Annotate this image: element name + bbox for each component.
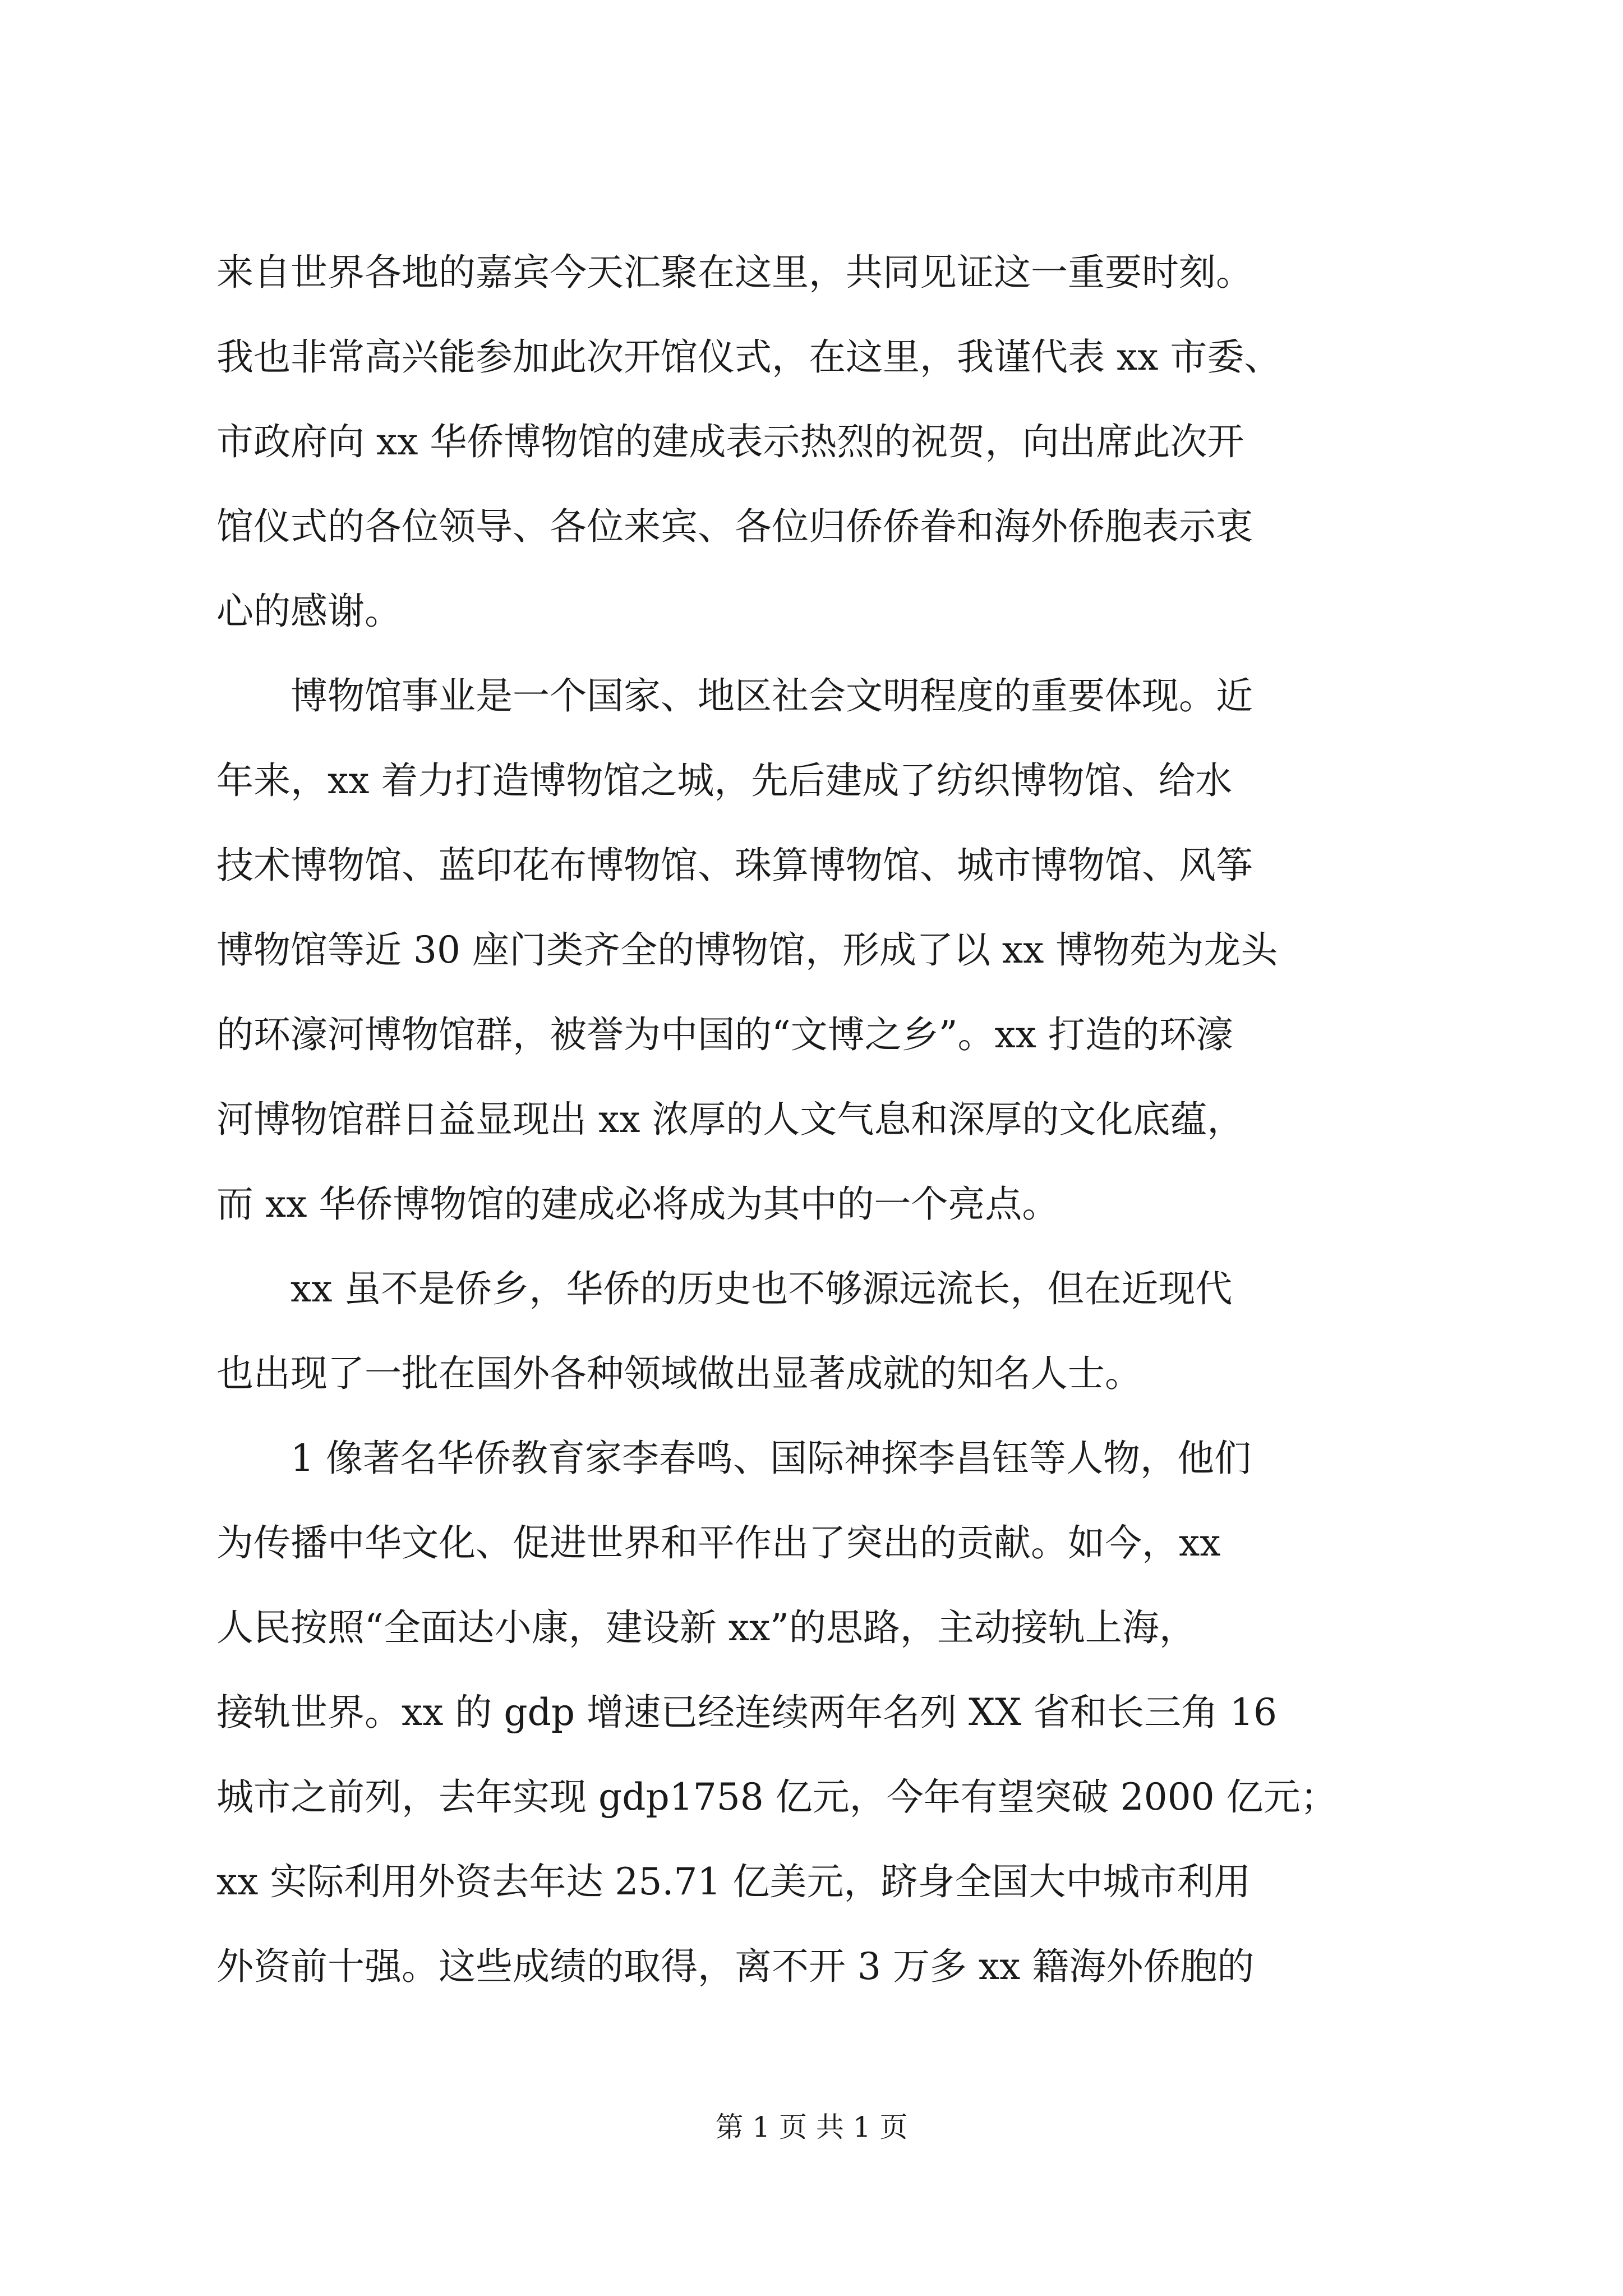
text-line: 技术博物馆、蓝印花布博物馆、珠算博物馆、城市博物馆、风筝 xyxy=(216,844,1253,887)
body-text xyxy=(216,230,1411,2009)
text-line: 博物馆事业是一个国家、地区社会文明程度的重要体现。近 xyxy=(216,674,1253,717)
text-line: 博物馆等近 30 座门类齐全的博物馆，形成了以 xx 博物苑为龙头 xyxy=(216,928,1278,972)
text-line: 心的感谢。 xyxy=(216,590,402,633)
text-line: 也出现了一批在国外各种领域做出显著成就的知名人士。 xyxy=(216,1352,1142,1395)
text-line: 接轨世界。xx 的 gdp 增速已经连续两年名列 XX 省和长三角 16 xyxy=(216,1691,1278,1734)
text-line: 人民按照“全面达小康，建设新 xx”的思路，主动接轨上海， xyxy=(216,1606,1196,1649)
text-line: xx 虽不是侨乡，华侨的历史也不够源远流长，但在近现代 xyxy=(216,1267,1233,1310)
text-line: 我也非常高兴能参加此次开馆仪式，在这里，我谨代表 xx 市委、 xyxy=(216,335,1281,379)
text-line: 来自世界各地的嘉宾今天汇聚在这里，共同见证这一重要时刻。 xyxy=(216,251,1253,294)
text-line: 河博物馆群日益显现出 xx 浓厚的人文气息和深厚的文化底蕴， xyxy=(216,1098,1244,1141)
text-line: 城市之前列，去年实现 gdp1758 亿元，今年有望突破 2000 亿元； xyxy=(216,1775,1338,1819)
text-line: xx 实际利用外资去年达 25.71 亿美元，跻身全国大中城市利用 xyxy=(216,1860,1251,1903)
text-line: 为传播中华文化、促进世界和平作出了突出的贡献。如今，xx xyxy=(216,1521,1221,1565)
text-line: 外资前十强。这些成绩的取得，离不开 3 万多 xx 籍海外侨胞的 xyxy=(216,1945,1255,1988)
text-line: 的环濠河博物馆群，被誉为中国的“文博之乡”。xx 打造的环濠 xyxy=(216,1013,1233,1056)
text-line: 年来，xx 着力打造博物馆之城，先后建成了纺织博物馆、给水 xyxy=(216,759,1233,802)
text-line: 馆仪式的各位领导、各位来宾、各位归侨侨眷和海外侨胞表示衷 xyxy=(216,505,1253,548)
text-line: 1 像著名华侨教育家李春鸣、国际神探李昌钰等人物，他们 xyxy=(216,1437,1251,1480)
text-line: 而 xx 华侨博物馆的建成必将成为其中的一个亮点。 xyxy=(216,1182,1059,1226)
page-footer: 第 1 页 共 1 页 xyxy=(715,2111,908,2143)
text-line: 市政府向 xx 华侨博物馆的建成表示热烈的祝贺，向出席此次开 xyxy=(216,420,1244,463)
